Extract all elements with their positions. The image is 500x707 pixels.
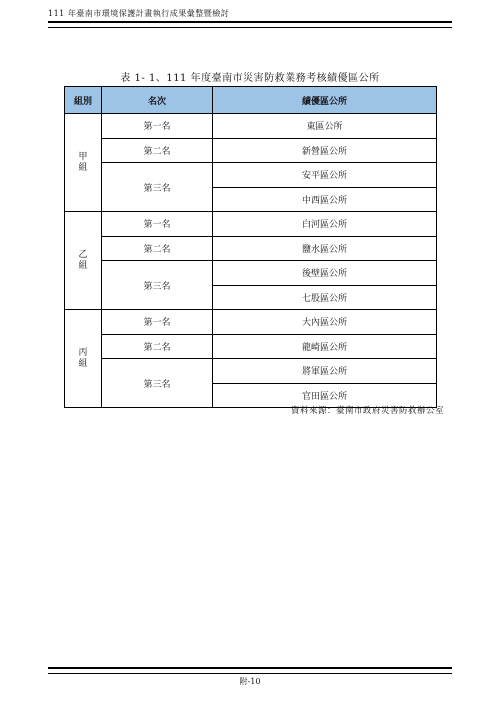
column-header-group: 組別: [65, 87, 102, 114]
rank-cell: 第三名: [102, 359, 213, 408]
district-cell: 龍崎區公所: [213, 334, 437, 359]
rank-cell: 第三名: [102, 163, 213, 212]
table-body: [65, 114, 437, 408]
table-caption: 表 1- 1、111 年度臺南市災害防救業務考核績優區公所: [120, 73, 380, 84]
rank-cell: 第一名: [102, 212, 213, 237]
column-header-district: 績優區公所: [213, 87, 437, 114]
table-row: [65, 212, 437, 237]
awards-table: [64, 86, 437, 408]
table-header-row: [65, 87, 437, 114]
district-cell: 將軍區公所: [213, 359, 437, 384]
page-number: 附-10: [239, 677, 261, 686]
table-row: [65, 163, 437, 188]
group-cell: 乙 組: [65, 212, 102, 310]
footer-rule: [48, 667, 452, 674]
district-cell: 白河區公所: [213, 212, 437, 237]
district-cell: 官田區公所: [213, 383, 437, 408]
table-row: [65, 261, 437, 286]
rank-cell: 第二名: [102, 334, 213, 359]
group-cell: 丙 組: [65, 310, 102, 408]
table-row: [65, 236, 437, 261]
district-cell: 七股區公所: [213, 285, 437, 310]
district-cell: 中西區公所: [213, 187, 437, 212]
table-row: [65, 138, 437, 163]
district-cell: 東區公所: [213, 114, 437, 139]
running-header: 111 年臺南市環境保護計畫執行成果彙整暨檢討: [48, 9, 230, 18]
rank-cell: 第二名: [102, 138, 213, 163]
header-rule: [48, 21, 452, 28]
table-row: [65, 310, 437, 335]
source-note: 資料來源：臺南市政府災害防救辦公室: [290, 406, 444, 416]
district-cell: 鹽水區公所: [213, 236, 437, 261]
rank-cell: 第三名: [102, 261, 213, 310]
rank-cell: 第二名: [102, 236, 213, 261]
group-cell: 甲 組: [65, 114, 102, 212]
district-cell: 後壁區公所: [213, 261, 437, 286]
table-row: [65, 114, 437, 139]
table-row: [65, 334, 437, 359]
rank-cell: 第一名: [102, 114, 213, 139]
table-row: [65, 359, 437, 384]
rank-cell: 第一名: [102, 310, 213, 335]
district-cell: 新營區公所: [213, 138, 437, 163]
district-cell: 大內區公所: [213, 310, 437, 335]
column-header-rank: 名次: [102, 87, 213, 114]
district-cell: 安平區公所: [213, 163, 437, 188]
